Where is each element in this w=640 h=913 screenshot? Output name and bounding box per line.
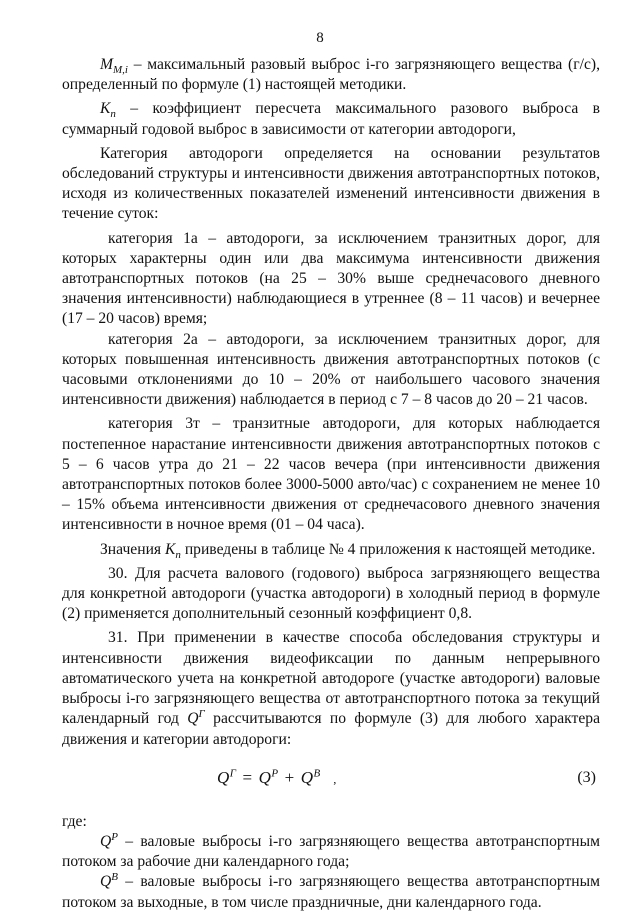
values-note xyxy=(62,540,600,560)
formula-term-2: Q xyxy=(300,767,314,787)
formula-term-2-superscript: В xyxy=(313,767,321,780)
symbol-m: M xyxy=(100,56,113,73)
definition-m-max xyxy=(62,55,600,95)
where-label: где: xyxy=(62,812,87,830)
paragraph-31-text-before: 31. При применении в качестве способа обследования структуры и интенсивности движения видеофиксации по данным непрерывного автоматического учета на конкретной автодороге (участке автодороги) валовые выбросы i-го загрязняющего вещества от автотранспортного потока за текущий календарный год xyxy=(62,629,600,728)
definition-q-r-text: – валовые выбросы i-го загрязняющего вещества автотранспортным потоком за рабочие дни календарного года; xyxy=(62,832,600,871)
symbol-m-subscript: M,i xyxy=(113,64,128,77)
formula-number: (3) xyxy=(577,768,596,786)
definition-m-text: – максимальный разовый выброс i-го загрязняющего вещества (г/с), определенный по формуле (1) настоящей методики. xyxy=(62,56,600,94)
paragraph-31 xyxy=(62,628,600,749)
definition-q-v xyxy=(62,872,600,912)
category-1a: категория 1а – автодороги, за исключением транзитных дорог, для которых характерны один или два максимума интенсивности движения автотранспортных потоков (на 25 – 30% выше среднечасового дневного значения интенсивности) наблюдающиеся в утреннее (8 – 11 часов) и вечернее (17 – 20 часов) время; xyxy=(62,229,600,328)
symbol-q-v: Q xyxy=(100,873,112,891)
formula-equals: = xyxy=(242,767,253,787)
formula-tail-mark: ‚ xyxy=(332,771,338,786)
formula-plus: + xyxy=(284,767,295,787)
symbol-k-subscript: n xyxy=(110,108,116,121)
values-note-symbol: K xyxy=(165,540,176,558)
page-number: 8 xyxy=(316,30,324,46)
formula-lhs: Q xyxy=(217,767,230,787)
page-content xyxy=(62,55,600,913)
formula-term-1: Q xyxy=(258,767,272,787)
formula-3 xyxy=(62,758,600,802)
definition-q-r xyxy=(62,832,600,872)
definition-q-v-text: – валовые выбросы i-го загрязняющего вещества автотранспортным потоком за выходные, в том числе праздничные, дни календарного года. xyxy=(62,873,600,911)
paragraph-30: 30. Для расчета валового (годового) выброса загрязняющего вещества для конкретной автодороги (участка автодороги) в холодный период в формуле (2) применяется дополнительный сезонный коэффициент 0,8. xyxy=(62,564,600,623)
formula-lhs-superscript: Г xyxy=(229,767,237,780)
symbol-q-v-superscript: В xyxy=(111,871,118,884)
symbol-k: K xyxy=(100,100,111,118)
definition-k-n xyxy=(62,99,600,139)
values-note-suffix: приведены в таблице № 4 приложения к настоящей методике. xyxy=(184,540,596,558)
paragraph-31-superscript: Г xyxy=(198,708,205,721)
paragraph-31-text-after: рассчитываются по формуле (3) для любого характера движения и категории автодороги: xyxy=(62,710,600,748)
paragraph-category: Категория автодороги определяется на основании результатов обследований структуры и интенсивности движения автотранспортных потоков, исходя из количественных показателей изменений интенсивности движения в течение суток: xyxy=(62,144,600,223)
category-2a: категория 2а – автодороги, за исключением транзитных дорог, для которых повышенная интенсивность движения автотранспортных потоков (с часовыми отклонениями до 10 – 20% от наибольшего часового значения интенсивности движения) наблюдается в период с 7 – 8 часов до 20 – 21 часов. xyxy=(62,330,600,409)
category-3t: категория 3т – транзитные автодороги, для которых наблюдается постепенное нарастание интенсивности движения автотранспортных потоков с 5 – 6 часов утра до 21 – 22 часов вечера (при интенсивности движения автотранспортных потоков более 3000-5000 авто/час) с сохранением не менее 10 – 15% объема интенсивности движения от среднечасового дневного значения интенсивности в ночное время (01 – 04 часа). xyxy=(62,415,600,534)
values-note-prefix: Значения xyxy=(100,540,162,558)
formula-expression xyxy=(217,768,337,789)
values-note-subscript: n xyxy=(175,548,181,561)
symbol-q-r: Q xyxy=(100,832,112,850)
definition-k-text: – коэффициент пересчета максимального разового выброса в суммарный годовой выброс в зависимости от категории автодороги, xyxy=(62,100,600,138)
symbol-q-r-superscript: Р xyxy=(111,830,118,843)
paragraph-31-symbol: Q xyxy=(187,710,199,728)
formula-term-1-superscript: Р xyxy=(271,767,279,780)
